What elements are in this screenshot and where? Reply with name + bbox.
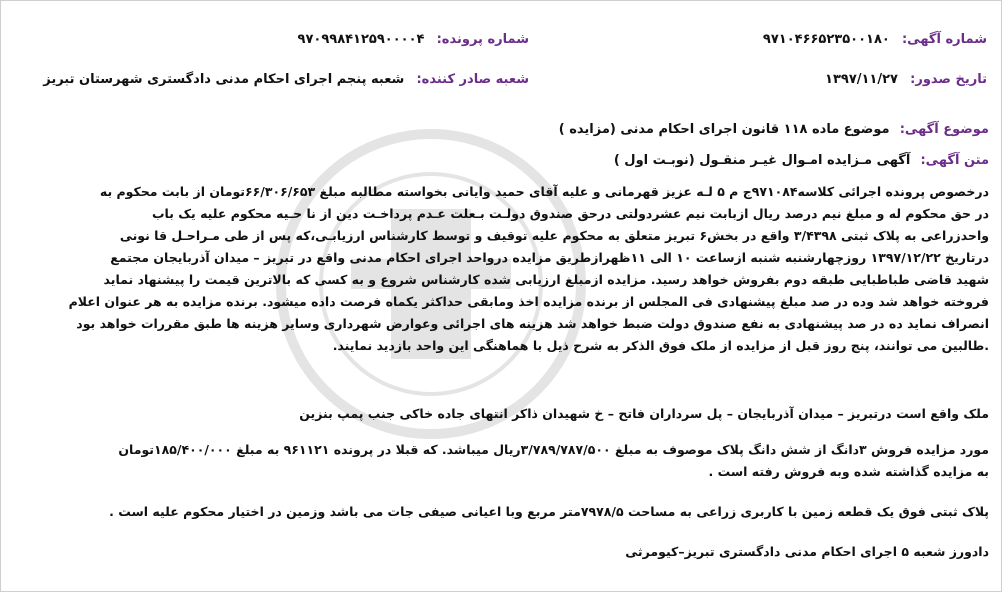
plot-description: [14, 501, 989, 523]
ad-number: [763, 31, 987, 49]
body-line: فروخته خواهد شد وده در صد مبلغ پیشنهادی فی المجلس از برنده مزایده اخذ ومابقی حداکثر یکماه فرصت داده میشود. برنده مزایده به هر عنوان اعلام: [68, 294, 989, 309]
case-number: [298, 31, 529, 49]
issuer-label: شعبه صادر کننده:: [416, 72, 529, 87]
ad-number-label: شماره آگهی:: [901, 32, 987, 47]
sale-line: به مزایده گذاشته شده وبه فروش رفته است .: [708, 464, 989, 479]
body-line: واحدزراعی به پلاک ثبتی ۳/۴۳۹۸ واقع در بخش۶ تبریز متعلق به محکوم علیه توقیف و توسط کارشناس ارزیابـی،که پس از طی مـراحـل قا نونی: [119, 228, 989, 243]
body-line: در حق محکوم له و مبلغ نیم درصد ریال ازبابت نیم عشردولتی درحق صندوق دولـت بـعلت عـدم پرداخـت دین از نا حـیه محکوم علیه یک باب: [151, 206, 989, 221]
issuer-value: شعبه پنجم اجرای احکام مدنی دادگستری شهرستان تبریز: [43, 72, 405, 87]
signature-line: دادورز شعبه ۵ اجرای احکام مدنی دادگستری تبریز–کیومرثی: [625, 544, 989, 559]
notice-body: [14, 181, 989, 357]
subject-row: [559, 121, 989, 139]
issue-date-label: تاریخ صدور:: [910, 72, 987, 87]
issuer: [43, 71, 529, 89]
ad-text-value: آگهی مـزایده امـوال غیـر منقـول (نوبـت اول ): [613, 153, 911, 168]
body-line: انصراف نماید ده در صد پیشنهادی به نفع صندوق دولت ضبط خواهد شد هزینه های اجرائی وعوارض شهرداری وسایر هزینه ها طبق مقررات خواهد بود: [76, 316, 989, 331]
property-location: [14, 403, 989, 425]
ad-number-value: ۹۷۱۰۴۶۶۵۲۳۵۰۰۱۸۰: [762, 32, 890, 47]
issue-date: [825, 71, 987, 89]
plot-line: پلاک ثبتی فوق یک قطعه زمین با کاربری زراعی به مساحت ۷۹۷۸/۵متر مربع وبا اعیانی صیفی جات می باشد وزمین در اختیار محکوم علیه است .: [109, 504, 989, 519]
issue-date-value: ۱۳۹۷/۱۱/۲۷: [825, 72, 898, 87]
case-number-value: ۹۷۰۹۹۸۴۱۲۵۹۰۰۰۰۴: [297, 32, 425, 47]
location-line: ملک واقع است درتبریز – میدان آذربایجان – پل سرداران فاتح – خ شهیدان ذاکر انتهای جاده خاکی جنب پمپ بنزین: [299, 406, 989, 421]
case-number-label: شماره پرونده:: [436, 32, 529, 47]
sale-info: [14, 439, 989, 483]
subject-label: موضوع آگهی:: [899, 122, 989, 137]
body-line: درخصوص پرونده اجرائی کلاسه۹۷۱۰۸۴ج م ۵ لـه عزیز قهرمانی و علیه آقای حمید وایانی بخواسته مطالبه مبلغ ۶۶/۳۰۶/۶۵۳تومان از بابت محکوم به: [99, 184, 989, 199]
sale-line: مورد مزایده فروش ۳دانگ از شش دانگ پلاک موصوف به مبلغ ۳/۷۸۹/۷۸۷/۵۰۰ریال میباشد. که قبلا در پرونده ۹۶۱۱۲۱ به مبلغ ۱۸۵/۴۰۰/۰۰۰تومان: [118, 442, 989, 457]
signature: [14, 541, 989, 563]
subject-value: موضوع ماده ۱۱۸ قانون اجرای احکام مدنی (مزایده ): [558, 122, 890, 137]
ad-text-label: متن آگهی:: [920, 153, 989, 168]
body-line: درتاریخ ۱۳۹۷/۱۲/۲۲ روزچهارشنبه شنبه ازساعت ۱۰ الی ۱۱ظهرازطریق مزایده درواحد اجرای احکام مدنی واقع در تبریز – میدان آذربایجان مجتمع: [110, 250, 989, 265]
ad-text-row: [614, 152, 989, 170]
body-line: شهید قاضی طباطبایی طبقه دوم بفروش خواهد رسید. مزایده ازمبلغ ارزیابی شده کارشناس شروع و به کسی که بالاترین قیمت را پیشنهاد نماید: [103, 272, 989, 287]
body-line: .طالبین می توانند، پنج روز قبل از مزایده از ملک فوق الذکر به شرح ذیل با هماهنگی این واحد بازدید نمایند.: [332, 338, 989, 353]
